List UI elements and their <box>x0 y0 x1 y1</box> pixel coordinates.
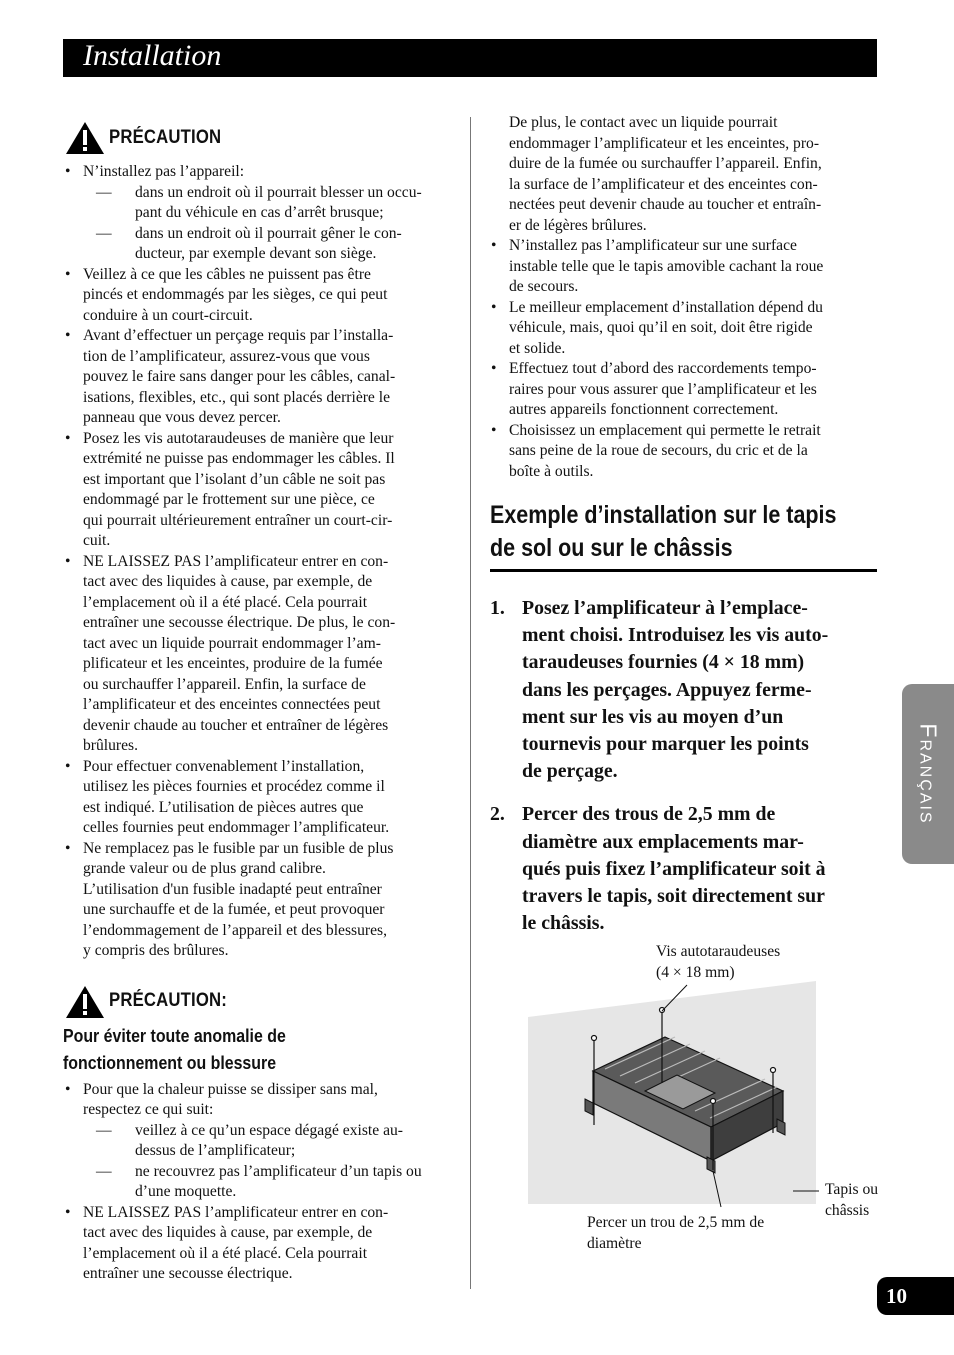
page-title: Installation <box>83 39 222 72</box>
caution-list <box>63 1080 455 1285</box>
list-item: • Veillez à ce que les câbles ne puissent pas être pincés et endommagés par les sièges, ce qui peut conduire à un court-circuit. <box>63 265 455 327</box>
language-tab: Français <box>902 684 954 864</box>
list-item: • NE LAISSEZ PAS l’amplificateur entrer en con- tact avec des liquides à cause, par exemple, de l’emplacement où il a été placé. Cela pourrait entraîner une secousse électrique. <box>63 1203 455 1285</box>
page-number: 10 <box>877 1277 954 1315</box>
caution-heading <box>65 120 455 156</box>
list-item: • Le meilleur emplacement d’installation dépend du véhicule, mais, quoi qu’il en soit, doit être rigide et solide. <box>489 298 880 360</box>
caution-subheading: Pour éviter toute anomalie de fonctionnement ou blessure <box>63 1024 286 1073</box>
section-rule <box>490 569 877 572</box>
list-item: • N’installez pas l’amplificateur sur une surface instable telle que le tapis amovible cachant la roue de secours. <box>489 236 880 298</box>
list-item: • Pour effectuer convenablement l’installation, utilisez les pièces fournies et procédez comme il est indiqué. L’utilisation de pièces autres que celles fournies peut endommager l’amplificateur. <box>63 757 455 839</box>
section-title: Exemple d’installation sur le tapis de sol ou sur le châssis <box>490 501 837 562</box>
left-column <box>63 120 455 1285</box>
caution-title: PRÉCAUTION: <box>109 990 228 1012</box>
caution-list <box>489 236 880 482</box>
header-bar <box>63 39 877 77</box>
amplifier-installation-illustration <box>525 975 825 1215</box>
list-item: • Effectuez tout d’abord des raccordements tempo- raires pour vous assurer que l’amplificateur et les autres appareils fonctionnent correctement. <box>489 359 880 421</box>
list-item: • Posez les vis autotaraudeuses de manière que leur extrémité ne puisse pas endommager les câbles. Il est important que l’isolant d’un câble ne soit pas endommagé par le frottement sur une pièce, ce qui pourrait ultérieurement entraîner un court-cir- cuit. <box>63 429 455 552</box>
list-item: • Avant d’effectuer un perçage requis par l’installa- tion de l’amplificateur, assurez-vous que vous pouvez le faire sans danger pour les câbles, canal- isations, flexibles, etc., qui sont placés derrière le panneau que vous devez percer. <box>63 326 455 429</box>
right-column <box>490 113 880 937</box>
list-item: • N’installez pas l’appareil: — dans un endroit où il pourrait blesser un occu- pant du véhicule en cas d’arrêt brusque; — dans un endroit où il pourrait gêner le con- ducteur, par exemple devant son siège. <box>63 162 455 265</box>
caution-heading <box>65 984 455 1020</box>
screws-label: Vis autotaraudeuses (4 × 18 mm) <box>656 943 781 981</box>
column-divider <box>470 117 471 1289</box>
continuation-text: De plus, le contact avec un liquide pourrait endommager l’amplificateur et les enceintes, pro- duire de la fumée ou surchauffer l’appareil. Enfin, la surface de l’amplificateur et des enceintes con- nectées peut devenir chaude au toucher et entraîn- er de légères brûlures. <box>509 114 822 234</box>
warning-icon <box>65 985 105 1019</box>
drill-label: Percer un trou de 2,5 mm de diamètre <box>587 1214 765 1252</box>
floor-label: Tapis ou châssis <box>825 1181 879 1219</box>
step-2: 2. Percer des trous de 2,5 mm de diamètre aux emplacements mar- qués puis fixez l’amplificateur soit à travers le tapis, soit directement sur le châssis. <box>490 803 826 935</box>
steps <box>490 595 880 937</box>
caution-title: PRÉCAUTION <box>109 126 222 148</box>
list-item: • Pour que la chaleur puisse se dissiper sans mal, respectez ce qui suit: — veillez à ce qu’un espace dégagé existe au- dessus de l’amplificateur; — ne recouvrez pas l’amplificateur d’un tapis ou d’une moquette. <box>63 1080 455 1203</box>
step-1: 1. Posez l’amplificateur à l’emplace- ment choisi. Introduisez les vis auto- taraudeuses fournies (4 × 18 mm) dans les perçages. Appuyez ferme- ment sur les vis au moyen d’un tournevis pour marquer les points de perçage. <box>490 597 829 783</box>
caution-list <box>63 162 455 962</box>
warning-icon <box>65 121 105 155</box>
list-item: • Choisissez un emplacement qui permette le retrait sans peine de la roue de secours, du cric et de la boîte à outils. <box>489 421 880 483</box>
list-item: • NE LAISSEZ PAS l’amplificateur entrer en con- tact avec des liquides à cause, par exemple, de l’emplacement où il a été placé. Cela pourrait entraîner une secousse électrique. De plus, le con- tact avec un liquide pourrait endommager l’am- plificateur et les enceintes, produire de la fumée ou surchauffer l’appareil. Enfin, la surface de l’amplificateur et des enceintes connectées peut devenir chaude au toucher et entraîner de légères brûlures. <box>63 552 455 757</box>
list-item: • Ne remplacez pas le fusible par un fusible de plus grande valeur ou de plus grand calibre. L’utilisation d'un fusible inadapté peut entraîner une surchauffe et de la fumée, et peut provoquer l’endommagement de l’appareil et des blessures, y compris des brûlures. <box>63 839 455 962</box>
